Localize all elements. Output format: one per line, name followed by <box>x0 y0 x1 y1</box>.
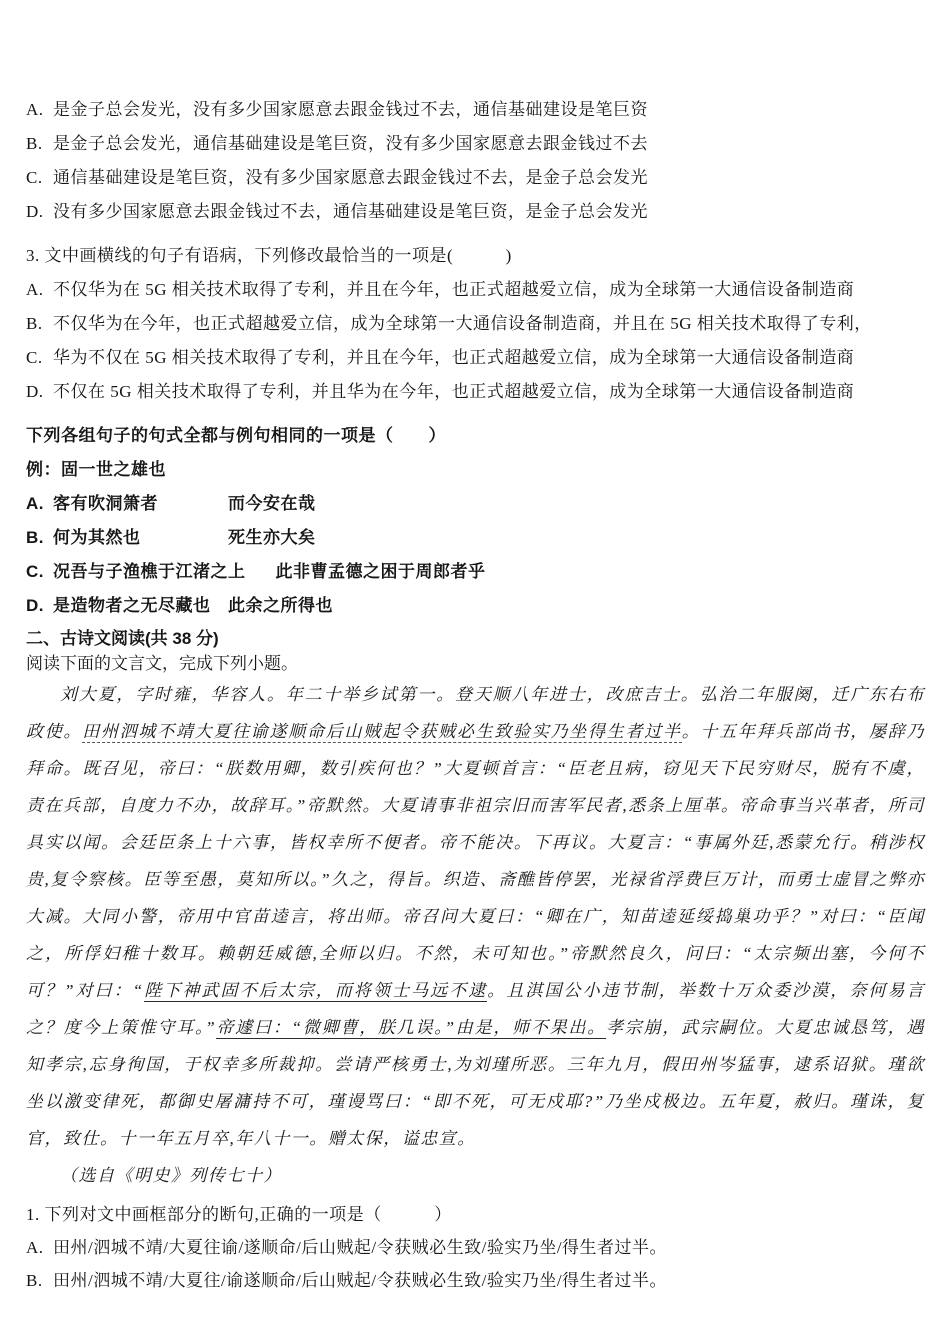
option-row <box>26 273 925 307</box>
option-row <box>26 195 925 229</box>
option-label: D. <box>26 202 44 221</box>
option-label: C. <box>26 562 44 581</box>
passage-segment-solid-underline: 帝遽曰：“微卿曹，朕几误。”由是，师不果出。 <box>216 1018 607 1037</box>
option-row <box>26 341 925 375</box>
option-row <box>26 555 925 589</box>
option-phrase-2: 此非曹孟德之困于周郎者乎 <box>275 562 486 581</box>
option-phrase-2: 死生亦大矣 <box>228 528 316 547</box>
passage-segment: 刘大夏，字时雍，华容人。年二十举乡试第一。登天顺八年进士，改庶吉士。弘治二年服阕，迁广东右布政使。 <box>26 685 925 741</box>
passage-segment-solid-underline: 陛下神武固不后太宗，而将领士马远不逮 <box>143 981 488 1000</box>
option-text: 田州/泗城不靖/大夏往/谕遂顺命/后山贼起/令获贼必生致/验实乃坐/得生者过半。 <box>53 1271 668 1290</box>
option-row <box>26 127 925 161</box>
sentence-pattern-question <box>26 419 925 623</box>
option-text: 田州/泗城不靖/大夏往谕/遂顺命/后山贼起/令获贼必生致/验实乃坐/得生者过半。 <box>53 1238 668 1257</box>
option-label: D. <box>26 596 44 615</box>
option-row <box>26 307 925 341</box>
option-label: C. <box>26 348 43 367</box>
question-1-stem: 1. 下列对文中画框部分的断句,正确的一项是（ ） <box>26 1205 452 1224</box>
option-label: A. <box>26 494 44 513</box>
passage-segment: 。十五年拜兵部尚书，屡辞乃拜命。既召见，帝曰：“朕数用卿，数引疾何也？”大夏顿首言：“臣老且病，窃见天下民穷财尽，脱有不虞，责在兵部，自度力不办，故辞耳。”帝默然。大夏请事非祖宗旧而害军民者,悉条上厘革。帝命事当兴革者，所司具实以闻。会廷臣条上十六事，皆权幸所不便者。帝不能决。下再议。大夏言：“事属外廷,悉蒙允行。稍涉权贵,复令察核。臣等至愚，莫知所以。”久之，得旨。织造、斋醮皆停罢，光禄省浮费巨万计，而勇士虚冒之弊亦大减。大同小警，帝用中官苗逵言，将出师。帝召问大夏曰：“卿在广，知苗逵延绥捣巢功乎？”对曰：“臣闻之，所俘妇稚十数耳。赖朝廷威德,全师以归。不然，未可知也。”帝默然良久，问曰：“太宗频出塞，今何不可？”对曰：“ <box>26 722 926 1000</box>
option-label: B. <box>26 528 44 547</box>
question-3 <box>26 239 925 409</box>
option-row <box>26 1264 925 1297</box>
option-text: 是金子总会发光，没有多少国家愿意去跟金钱过不去，通信基础建设是笔巨资 <box>53 100 648 119</box>
option-text: 不仅在 5G 相关技术取得了专利，并且华为在今年，也正式超越爱立信，成为全球第一大通信设备制造商 <box>53 382 855 401</box>
option-phrase-1: 况吾与子渔樵于江渚之上 <box>53 562 246 581</box>
option-label: B. <box>26 314 43 333</box>
option-row <box>26 589 925 623</box>
option-label: C. <box>26 168 43 187</box>
option-row <box>26 487 925 521</box>
option-label: D. <box>26 382 44 401</box>
option-label: B. <box>26 134 43 153</box>
option-text: 通信基础建设是笔巨资，没有多少国家愿意去跟金钱过不去，是金子总会发光 <box>53 168 648 187</box>
option-row <box>26 375 925 409</box>
option-label: A. <box>26 280 44 299</box>
option-phrase-1: 是造物者之无尽藏也 <box>53 596 211 615</box>
section-2 <box>26 626 925 676</box>
option-text: 不仅华为在 5G 相关技术取得了专利，并且在今年，也正式超越爱立信，成为全球第一大通信设备制造商 <box>53 280 855 299</box>
option-label: A. <box>26 100 44 119</box>
section-2-intro: 阅读下面的文言文，完成下列小题。 <box>26 654 298 673</box>
option-row <box>26 161 925 195</box>
question-3-stem: 3. 文中画横线的句子有语病，下列修改最恰当的一项是( ) <box>26 246 512 265</box>
passage-segment-dashed-underline: 田州泗城不靖大夏往谕遂顺命后山贼起令获贼必生致验实乃坐得生者过半 <box>82 722 682 741</box>
question-1 <box>26 1198 925 1297</box>
passage-segment: 孝宗崩，武宗嗣位。大夏忠诚恳笃，遇知孝宗,忘身徇国，于权幸多所裁抑。尝请严核勇士,为刘瑾所恶。三年九月，假田州岑猛事，逮系诏狱。瑾欲坐以激变律死，都御史屠滽持不可，瑾谩骂曰：“即不死，可无戍耶?”乃坐戍极边。五年夏，赦归。瑾诛，复官，致仕。十一年五月卒,年八十一。赠太保，谥忠宣。 <box>26 1018 925 1148</box>
pattern-question-stem: 下列各组句子的句式全都与例句相同的一项是（ ） <box>26 426 446 445</box>
option-row <box>26 521 925 555</box>
option-text: 不仅华为在今年，也正式超越爱立信，成为全球第一大通信设备制造商，并且在 5G 相关技术取得了专利， <box>53 314 872 333</box>
option-text: 是金子总会发光，通信基础建设是笔巨资，没有多少国家愿意去跟金钱过不去 <box>53 134 648 153</box>
option-phrase-1: 何为其然也 <box>53 528 141 547</box>
option-phrase-1: 客有吹洞箫者 <box>53 494 158 513</box>
passage-source: （选自《明史》列传七十） <box>60 1166 282 1185</box>
option-phrase-2: 此余之所得也 <box>228 596 333 615</box>
option-row <box>26 93 925 127</box>
question-2-options <box>26 93 925 229</box>
classical-passage <box>26 676 925 1194</box>
option-phrase-2: 而今安在哉 <box>228 494 316 513</box>
option-label: B. <box>26 1271 43 1290</box>
option-label: A. <box>26 1238 44 1257</box>
option-row <box>26 1231 925 1264</box>
option-text: 没有多少国家愿意去跟金钱过不去，通信基础建设是笔巨资，是金子总会发光 <box>53 202 648 221</box>
passage-paragraph <box>26 676 925 1157</box>
option-text: 华为不仅在 5G 相关技术取得了专利，并且在今年，也正式超越爱立信，成为全球第一大通信设备制造商 <box>53 348 855 367</box>
section-2-heading: 二、古诗文阅读(共 38 分) <box>26 629 219 648</box>
passage-segment: 。且淇国公小违节制，举数十万众委沙漠，奈何易言之？度今上策惟守耳。” <box>26 981 926 1037</box>
pattern-question-example: 例：固一世之雄也 <box>26 460 166 479</box>
